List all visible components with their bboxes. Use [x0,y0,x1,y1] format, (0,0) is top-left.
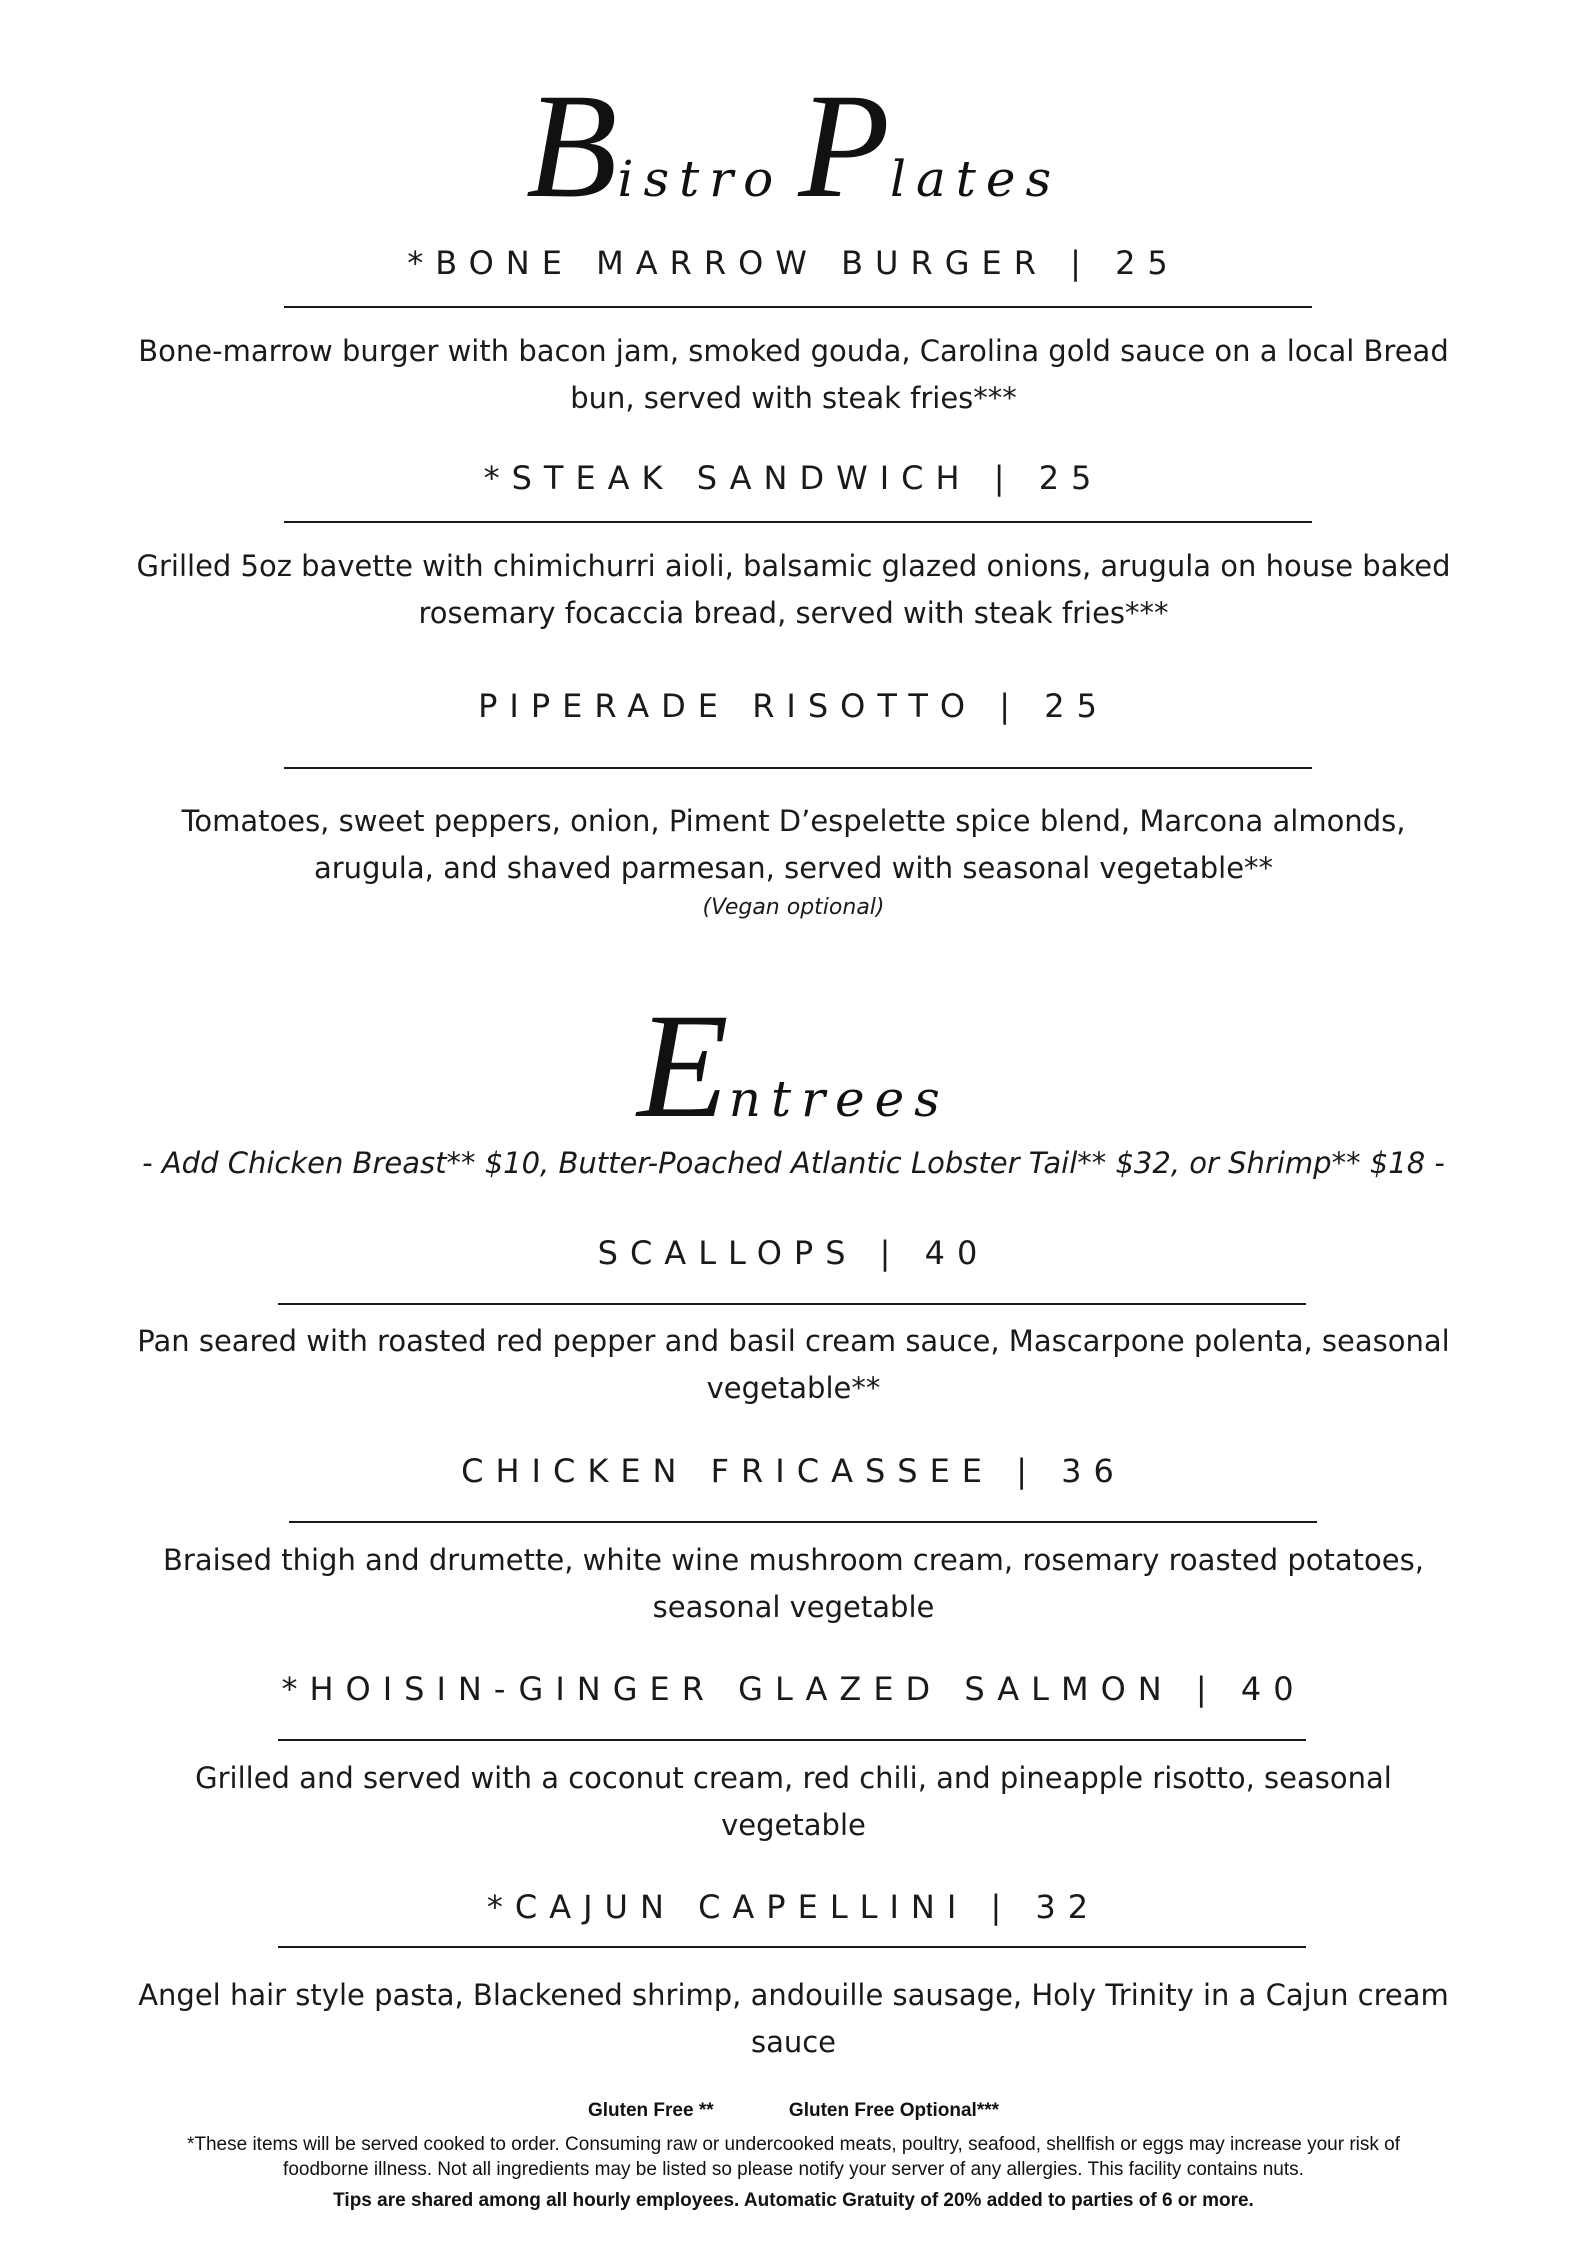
bistro-heading-cap: B [525,63,618,229]
divider [284,306,1312,308]
menu-item-title: *CAJUN CAPELLINI | 32 [486,1888,1101,1926]
menu-item-description: Grilled 5oz bavette with chimichurri aioli, balsamic glazed onions, arugula on house baked rosemary focaccia bread, served with steak fries*** [136,549,1451,630]
bistro-plates-heading [0,60,1587,232]
menu-item-title: PIPERADE RISOTTO | 25 [478,687,1109,725]
menu-item-title: CHICKEN FRICASSEE | 36 [461,1452,1126,1490]
menu-item-description: Angel hair style pasta, Blackened shrimp, andouille sausage, Holy Trinity in a Cajun cream sauce [138,1978,1449,2059]
gluten-free-legend [0,2100,1587,2122]
entrees-heading-rest: ntrees [728,1070,950,1128]
bistro-heading-rest: istro [617,150,784,208]
divider [278,1303,1306,1305]
gratuity-note: Tips are shared among all hourly employees. Automatic Gratuity of 20% added to parties of 6 or more. [333,2190,1254,2211]
menu-item-title: *STEAK SANDWICH | 25 [483,459,1104,497]
vegan-note: (Vegan optional) [702,895,885,920]
menu-item-description: Braised thigh and drumette, white wine mushroom cream, rosemary roasted potatoes, seasonal vegetable [163,1543,1424,1624]
menu-item-description: Bone-marrow burger with bacon jam, smoked gouda, Carolina gold sauce on a local Bread bun, served with steak fries*** [138,334,1449,415]
add-ons-line: - Add Chicken Breast** $10, Butter-Poached Atlantic Lobster Tail** $32, or Shrimp** $18 - [142,1146,1445,1180]
menu-item-title: SCALLOPS | 40 [597,1234,990,1272]
bistro-heading-rest2: lates [889,150,1062,208]
divider [284,767,1312,769]
entrees-heading-cap: E [637,983,729,1149]
entrees-heading [0,980,1587,1152]
menu-item-description: Grilled and served with a coconut cream, red chili, and pineapple risotto, seasonal vegetable [195,1761,1392,1842]
food-safety-disclaimer: *These items will be served cooked to order. Consuming raw or undercooked meats, poultry, seafood, shellfish or eggs may increase your risk of foodborne illness. Not all ingredients may be listed so please notify your server of any allergies. This facility contains nuts. [186,2134,1401,2180]
menu-item-description: Tomatoes, sweet peppers, onion, Piment D’espelette spice blend, Marcona almonds, arugula, and shaved parmesan, served with seasonal vegetable** [181,804,1406,885]
menu-item-title: *HOISIN-GINGER GLAZED SALMON | 40 [281,1670,1306,1708]
gluten-free-optional-label: Gluten Free Optional*** [788,2100,1000,2121]
divider [284,521,1312,523]
divider [278,1946,1306,1948]
divider [278,1739,1306,1741]
gluten-free-label: Gluten Free ** [587,2100,714,2121]
menu-item-title: *BONE MARROW BURGER | 25 [407,244,1180,282]
divider [289,1521,1317,1523]
bistro-heading-cap2: P [798,63,890,229]
menu-item-description: Pan seared with roasted red pepper and basil cream sauce, Mascarpone polenta, seasonal vegetable** [137,1324,1450,1405]
